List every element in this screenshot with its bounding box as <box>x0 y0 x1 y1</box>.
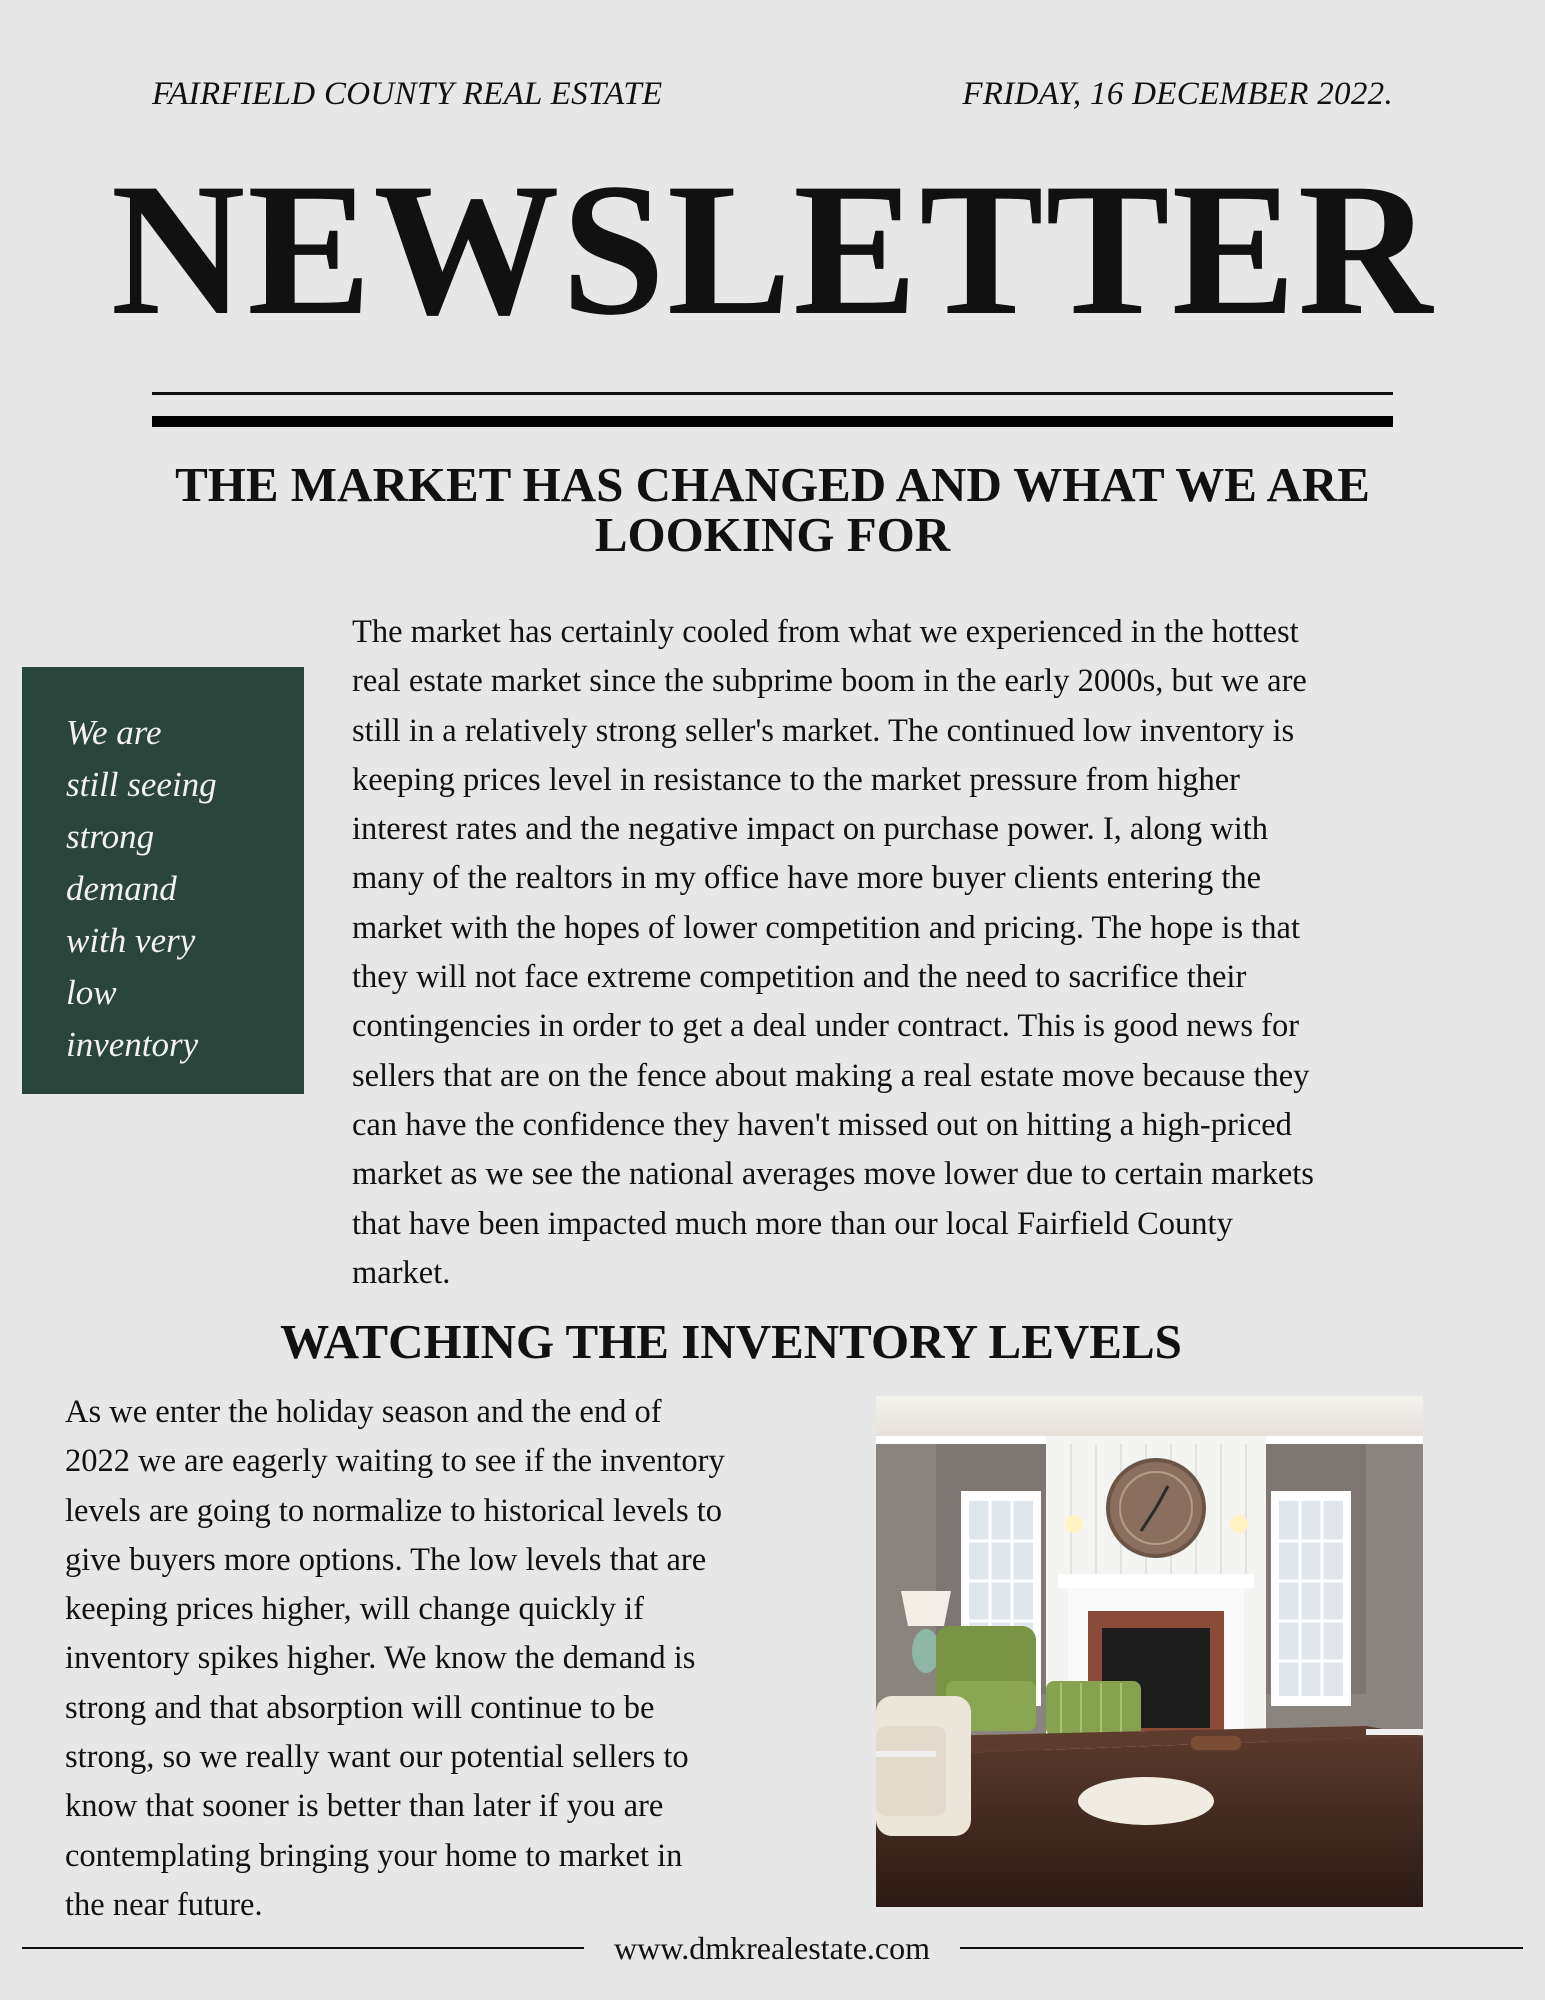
footer-rule-right <box>960 1947 1523 1949</box>
living-room-photo <box>876 1396 1423 1907</box>
pull-quote-text: We are still seeing strong demand with very low inventory <box>66 713 217 1064</box>
footer-rule-left <box>22 1947 584 1949</box>
article1-headline: THE MARKET HAS CHANGED AND WHAT WE ARE LOOKING FOR <box>175 457 1370 562</box>
article1-body: The market has certainly cooled from what we experienced in the hottest real estate market since the subprime boom in the early 2000s, but we are still in a relatively strong seller's market. The continued low inventory is keeping prices level in resistance to the market pressure from higher interest rates and the negative impact on purchase power. I, along with many of the realtors in my office have more buyer clients entering the market with the hopes of lower competition and pricing. The hope is that they will not face extreme competition and the need to sacrifice their contingencies in order to get a deal under contract. This is good news for sellers that are on the fence about making a real estate move because they can have the confidence they haven't missed out on hitting a high-priced market as we see the national averages move lower due to certain markets that have been impacted much more than our local Fairfield County market. <box>352 614 1314 1291</box>
title-rule-thick <box>152 416 1393 427</box>
article2-headline: WATCHING THE INVENTORY LEVELS <box>280 1314 1182 1369</box>
title-rule-thin <box>152 392 1393 395</box>
pull-quote-box <box>22 667 304 1094</box>
newsletter-title: NEWSLETTER <box>110 145 1435 355</box>
publication-name: FAIRFIELD COUNTY REAL ESTATE <box>152 76 663 112</box>
website-url[interactable]: www.dmkrealestate.com <box>613 1930 931 1966</box>
living-room-illustration <box>876 1396 1423 1907</box>
issue-date: FRIDAY, 16 DECEMBER 2022. <box>962 76 1393 112</box>
article2-body: As we enter the holiday season and the end of 2022 we are eagerly waiting to see if the inventory levels are going to normalize to historical levels to give buyers more options. The low levels that are keeping prices higher, will change quickly if inventory spikes higher. We know the demand is strong and that absorption will continue to be strong, so we really want our potential sellers to know that sooner is better than later if you are contemplating bringing your home to market in the near future. <box>65 1394 725 1923</box>
